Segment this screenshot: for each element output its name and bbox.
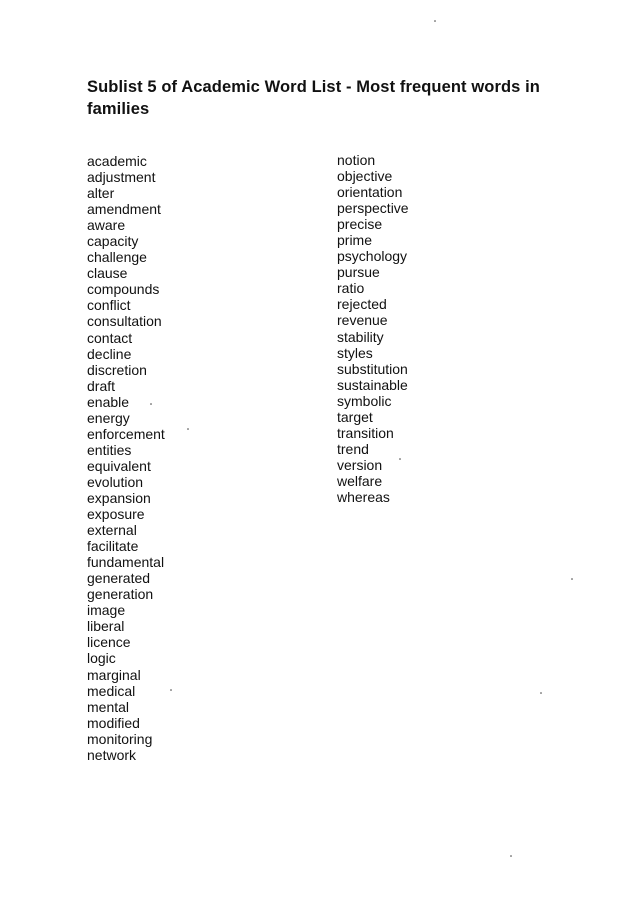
word-list-item: compounds xyxy=(87,281,160,298)
word-list-item: symbolic xyxy=(337,392,392,409)
word-list-item: prime xyxy=(337,232,373,249)
word-list-item: aware xyxy=(87,217,126,234)
word-list-item: academic xyxy=(87,153,147,169)
word-list-item: trend xyxy=(337,440,369,457)
word-list-item: pursue xyxy=(337,264,380,281)
word-list-item: enforcement xyxy=(87,425,165,442)
word-list-item: welfare xyxy=(337,472,383,489)
word-list-item: medical xyxy=(87,682,136,699)
word-list-item: enable xyxy=(87,393,130,410)
word-list-item: precise xyxy=(337,216,383,233)
word-list-item: amendment xyxy=(87,201,161,218)
word-list-item: target xyxy=(337,408,373,425)
word-list-item: clause xyxy=(87,265,128,282)
word-list-item: equivalent xyxy=(87,457,151,474)
word-list-item: external xyxy=(87,522,137,539)
word-list-right-column xyxy=(337,152,409,505)
word-list-item: alter xyxy=(87,185,115,202)
word-list-item: revenue xyxy=(337,312,388,329)
word-list-item: generation xyxy=(87,586,154,603)
word-list-item: discretion xyxy=(87,361,147,378)
word-list-item: entities xyxy=(87,441,132,458)
scan-speck xyxy=(399,458,401,460)
word-list-item: liberal xyxy=(87,618,125,635)
word-list-item: sustainable xyxy=(337,376,408,393)
word-list-item: expansion xyxy=(87,489,151,506)
word-list-item: marginal xyxy=(87,666,141,683)
scan-speck xyxy=(540,692,542,694)
word-list-item: substitution xyxy=(337,360,408,377)
word-list-item: styles xyxy=(337,344,373,361)
word-list-item: transition xyxy=(337,424,394,441)
scan-speck xyxy=(150,403,152,405)
word-list-item: capacity xyxy=(87,233,139,250)
word-list-left-column xyxy=(87,153,165,763)
word-list-item: ratio xyxy=(337,280,365,297)
word-list-item: draft xyxy=(87,377,116,394)
word-list-item: energy xyxy=(87,409,130,426)
word-list-item: facilitate xyxy=(87,538,139,555)
word-list-item: rejected xyxy=(337,296,387,313)
word-list-item: mental xyxy=(87,698,130,715)
word-list-item: generated xyxy=(87,570,151,587)
word-list-item: whereas xyxy=(337,488,390,505)
word-list-item: conflict xyxy=(87,297,131,314)
scan-speck xyxy=(510,855,512,857)
word-list-item: consultation xyxy=(87,313,162,330)
word-list-item: image xyxy=(87,602,126,619)
word-list-item: evolution xyxy=(87,473,144,490)
word-list-item: psychology xyxy=(337,248,408,265)
scan-speck xyxy=(170,689,172,691)
scan-speck xyxy=(434,20,436,22)
word-list-item: notion xyxy=(337,152,376,168)
word-list-item: stability xyxy=(337,328,384,345)
word-list-item: adjustment xyxy=(87,169,156,186)
word-list-item: version xyxy=(337,456,383,473)
word-list-item: challenge xyxy=(87,249,147,266)
word-list-item: modified xyxy=(87,714,140,731)
word-list-item: perspective xyxy=(337,200,409,217)
word-list-item: objective xyxy=(337,168,393,185)
word-list-item: fundamental xyxy=(87,554,165,571)
word-list-item: orientation xyxy=(337,184,403,201)
word-list-item: logic xyxy=(87,650,116,667)
word-list-item: decline xyxy=(87,345,132,362)
word-list-item: network xyxy=(87,746,137,763)
word-list-item: contact xyxy=(87,329,133,346)
word-list-item: monitoring xyxy=(87,730,153,747)
word-list-item: exposure xyxy=(87,506,145,523)
word-list-item: licence xyxy=(87,634,131,651)
page-title: Sublist 5 of Academic Word List - Most frequent words in families xyxy=(87,78,540,118)
scan-speck xyxy=(571,578,573,580)
scan-speck xyxy=(187,428,189,430)
